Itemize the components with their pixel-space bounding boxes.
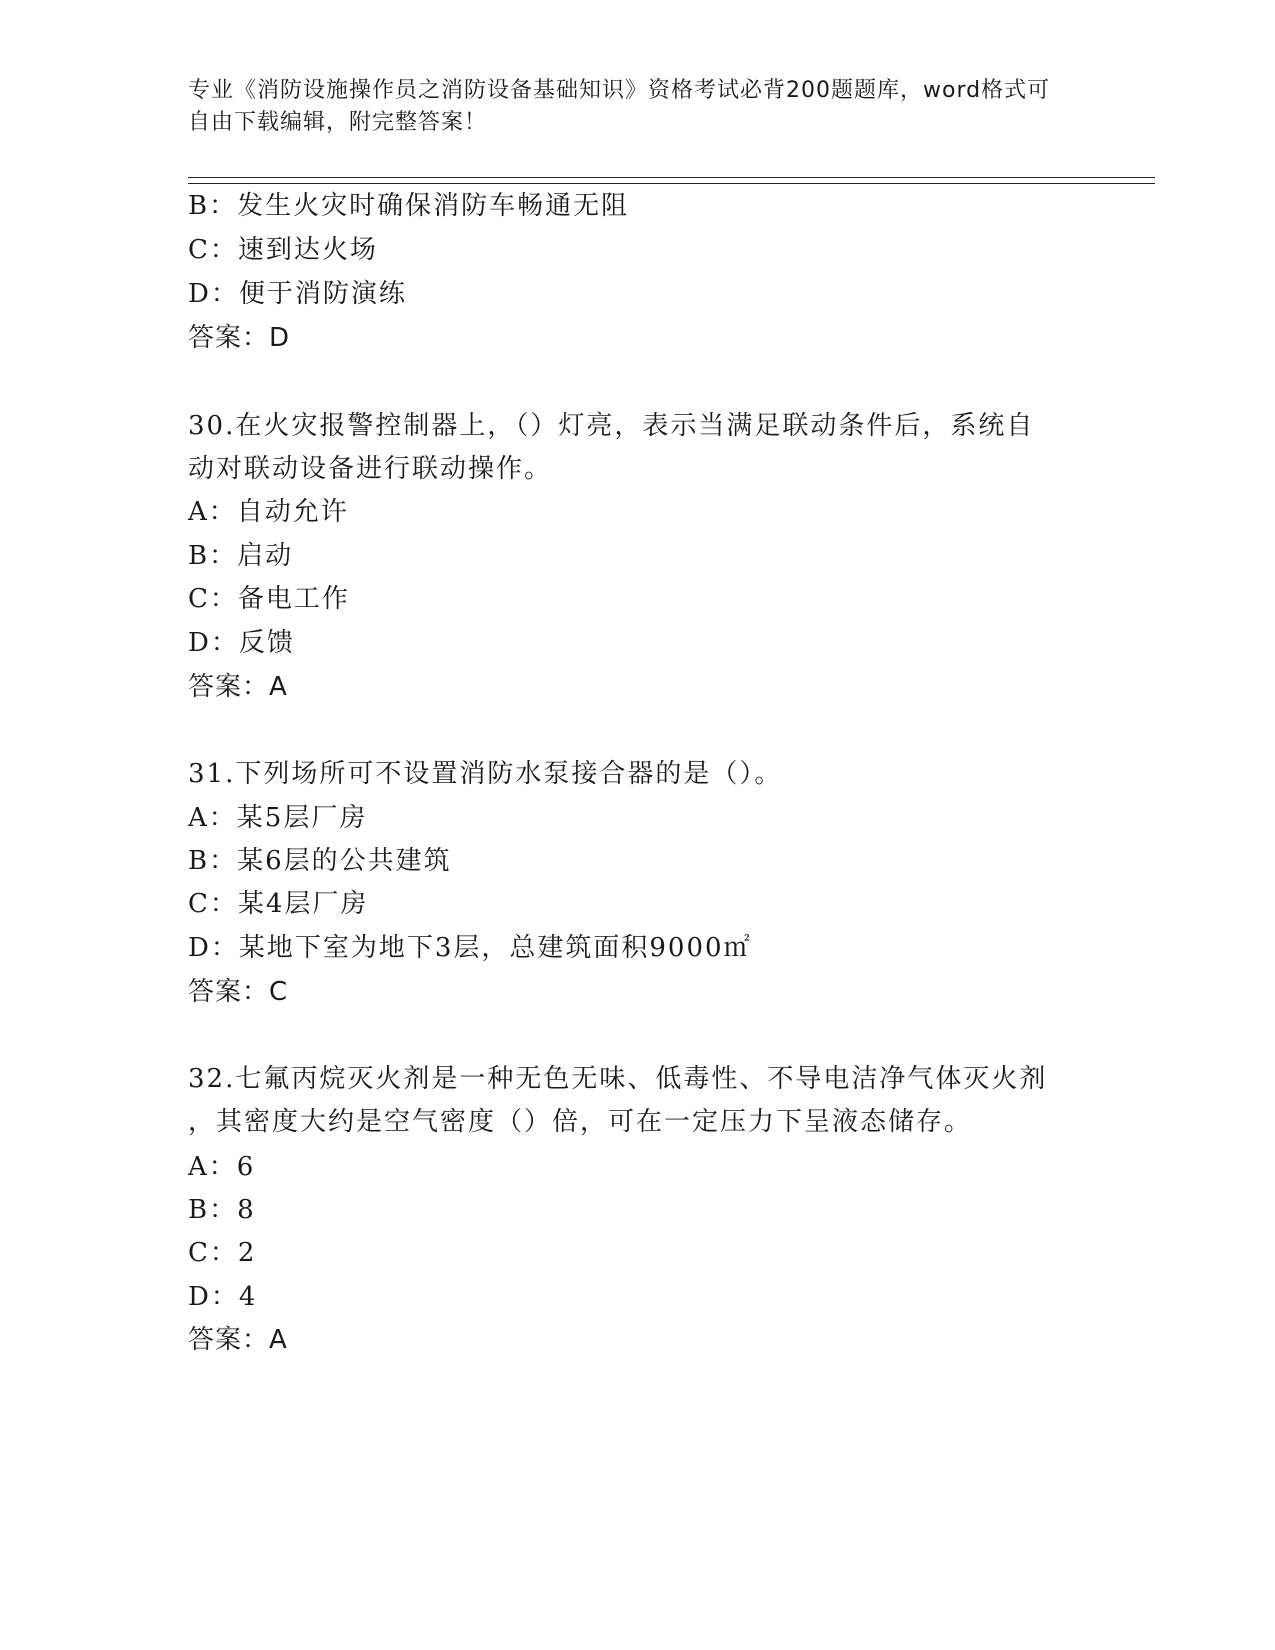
header-divider-bottom <box>188 183 1155 184</box>
question-stem-line: 30.在火灾报警控制器上，（）灯亮，表示当满足联动条件后，系统自 <box>188 411 1035 441</box>
answer-label: 答案：C <box>188 977 289 1007</box>
option-b: B：发生火灾时确保消防车畅通无阻 <box>188 191 630 221</box>
option-c: C：某4层厂房 <box>188 889 369 919</box>
option-c: C：2 <box>188 1238 257 1268</box>
option-c: C：备电工作 <box>188 584 350 614</box>
question-stem-line: 32.七氟丙烷灭火剂是一种无色无味、低毒性、不导电洁净气体灭火剂 <box>188 1064 1048 1094</box>
option-a: A：自动允许 <box>188 497 349 527</box>
option-d: D：便于消防演练 <box>188 279 407 309</box>
option-b: B：启动 <box>188 541 294 571</box>
option-d: D：某地下室为地下3层，总建筑面积9000㎡ <box>188 933 752 963</box>
answer-label: 答案：A <box>188 1325 288 1355</box>
option-b: B：8 <box>188 1195 256 1225</box>
answer-label: 答案：D <box>188 323 291 353</box>
option-d: D：4 <box>188 1282 258 1312</box>
question-stem-line: 动对联动设备进行联动操作。 <box>188 454 553 484</box>
document-header: 专业《消防设施操作员之消防设备基础知识》资格考试必背200题题库，word格式可自由下载编辑，附完整答案！ <box>188 78 1051 135</box>
question-stem-line: 31.下列场所可不设置消防水泵接合器的是（）。 <box>188 759 783 789</box>
option-c: C：速到达火场 <box>188 235 378 265</box>
option-a: A：6 <box>188 1152 256 1182</box>
answer-label: 答案：A <box>188 672 288 702</box>
option-b: B：某6层的公共建筑 <box>188 846 452 876</box>
option-a: A：某5层厂房 <box>188 803 368 833</box>
question-stem-line: ，其密度大约是空气密度（）倍，可在一定压力下呈液态储存。 <box>188 1107 973 1137</box>
header-divider-top <box>188 177 1155 178</box>
option-d: D：反馈 <box>188 628 295 658</box>
